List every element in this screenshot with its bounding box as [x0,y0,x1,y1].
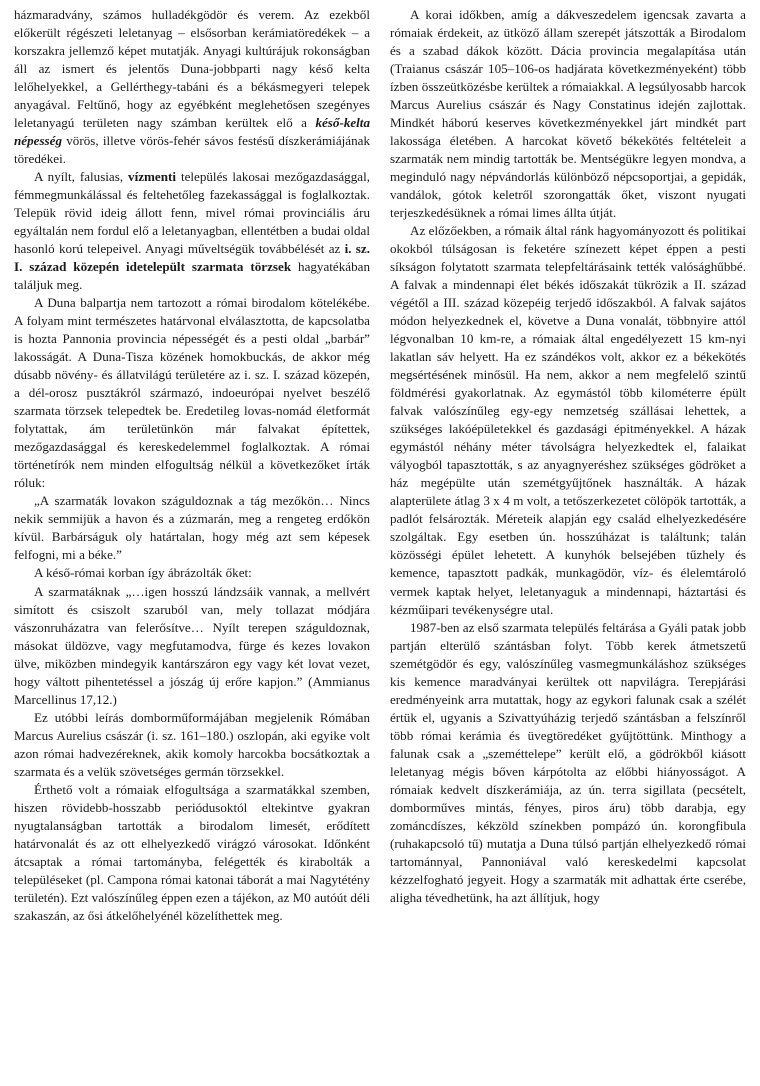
text-run: házmaradvány, számos hulladékgödör és verem. Az ezekből előkerült régészeti leletanyag – elsősorban kerámiatöredékek – a korszakra jellemző képet mutatják. Anyagi kultúrájuk rokonságban áll az ismert és jelentős Duna-jobbparti nagy késő kelta lelőhelyekkel, a Gellérthegy-tabáni és a békásmegyeri telepek anyagával. Feltűnő, hogy az egyébként meglehetősen szegényes leletanyagú területen nagy számban kerültek elő a [14,7,370,131]
quotation-paragraph [14,492,370,564]
text-run: Az előzőekben, a rómaik által ránk hagyományozott és politikai okokból túlságosan is feketére színezett képet éppen a pesti síkságon folytatott szarmata telepfeltárásaink tették valósághűbbé. A falvak a mindennapi élet békés időszakát tükrözik a II. század végétől a III. század közepéig terjedő időszakból. A falvak sajátos módon helyezkednek el, követve a Duna vonalát, többnyire attól légvonalban 10 km-re, a rómaiak által engedélyezett 15 km-nyi lakatlan sáv helyett. Ha ez szándékos volt, akkor ez a békekötés megsértésének minősül. Ha nem, akkor a nem megfelelő szintű földmérési gyakorlatnak. Az egymástól több kilométerre épült falvak valószínűleg egy-egy nemzetség szállásai lehettek, a szükséges lakóépületekkel és gazdasági épitményekkel. A házak egymástól néhány méter távolságra helyezkedtek el, falaikat vályogból tapasztották, s az anyagnyeréshez szükséges gödröket a ház megépülte után szemétgyűjtőnek használták. A házak alapterülete átlag 3 x 4 m volt, a tetőszerkezetet cölöpök tartották, a padlót felsározták. Méreteik alapján egy család elhelyezkedésére szolgáltak. Egy esetben ún. hosszúházat is találtunk; talán közösségi épület lehetett. A kunyhók belsejében tűzhely és kemence, tapasztott padkák, munkagödör, víz- és élelemtároló vermek kaptak helyet, leletanyaguk a mindennapi, háztartási és kézműipari tevékenységre utal. [390,223,746,617]
text-run: vörös, illetve vörös-fehér sávos festésű díszkerámiájának töredékei. [14,133,370,167]
text-run: A szarmatáknak „…igen hosszú lándzsáik vannak, a mellvért simított és csiszolt szaruból van, mely tollazat módjára vászonruházatra van felerősítve… Nyílt terepen száguldoznak, másokat üldözve, vagy megfutamodva, fürge és kezes lovakon ülve, miközben mindegyik kantárszáron egy vagy két lovat vezet, hogy váltott pihentetéssel a jószág új erőre kapjon.” (Ammianus Marcellinus 17,12.) [14,583,370,707]
emphasized-text: vízmenti [128,169,177,185]
text-run: A nyílt, falusias, [34,169,129,185]
paragraph [14,781,370,925]
paragraph [14,6,370,168]
emphasized-text: i. sz. I. század közepén idetelepült szarmata törzsek [14,241,370,275]
paragraph [390,619,746,907]
paragraph [14,294,370,492]
paragraph [14,709,370,781]
text-run: A késő-római korban így ábrázolták őket: [34,565,252,581]
paragraph [14,564,370,582]
text-run: A korai időkben, amíg a dákveszedelem igencsak zavarta a rómaiak érdekeit, az ütköző állam szerepét játszották a Birodalom és a szabad dákok között. Dácia provincia megalapítása után (Traianus császár 105–106-os hadjárata következményeként) több ízben összeütközésbe kerültek a rómaiakkal. A legsúlyosabb harcok Marcus Aurelius császár és Nagy Constatinus idején zajlottak. Mindkét háború keserves következményekkel járt mindkét part lakossága életében. A harcokat követő békekötés feltételeit a szarmaták nem mindig tartották be. Mentségükre legyen mondva, a meginduló nagy népvándorlás különböző népcsoportjai, a gepidák, vandálok, gótok keletről szorongatták őket, viszont nyugati terjeszkedésüknek a római limes állta útját. [390,7,746,221]
paragraph [390,6,746,222]
text-run: A Duna balpartja nem tartozott a római birodalom kötelékébe. A folyam mint természetes határvonal elválasztotta, de kapcsolatba is hozta Pannonia provincia népességét és a pesti oldal „barbár” lakosságát. A Duna-Tisza közének homokbuckás, de akkor még dúsabb növény- és állatvilágú területére az i. sz. I. század közepén, a dél-orosz pusztákról származó, indoeurópai nyelvet beszélő szarmata törzsek telepedtek be. Eredetileg lovas-nomád életformát folytattak, ám területünkön már falvakat építettek, mezőgazdasággal és kereskedelemmel foglalkoztak. A római történetírók nem minden elfogultság nélkül a következőket írták róluk: [14,295,370,491]
text-run: hagyatékában találjuk meg. [14,259,370,293]
paragraph [390,222,746,618]
text-run: település lakosai mezőgazdasággal, fémmegmunkálással és feltehetőleg fazekassággal is foglalkoztak. Telepük rövid ideig állott fenn, mivel római provinciális áru egyáltalán nem fordul elő a leletanyagban, ellentétben a budai oldal hasonló korú telepeivel. Anyagi műveltségük továbbélését az [14,169,370,257]
text-run: Érthető volt a rómaiak elfogultsága a szarmatákkal szemben, hiszen rövidebb-hosszabb periódusoktól eltekintve gyakran nyugtalanságban tartották a birodalom limesét, erődített határvonalát és az ott elhelyezkedő virágzó városokat. Időnként átcsaptak a római tartományba, felégették és kirabolták a településeket (pl. Campona római katonai táborát a mai Nagytétény területén). Ezt valószínűleg éppen ezen a tájékon, az M0 autóút déli szakaszán, az ősi átkelőhelyénél közelíthettek meg. [14,781,370,923]
emphasized-text: késő-kelta népesség [14,115,370,149]
text-run: Ez utóbbi leírás domborműformájában megjelenik Rómában Marcus Aurelius császár (i. sz. 161–180.) oszlopán, aki egyike volt azon római hadvezéreknek, akik komoly harcokba bocsátkoztak a szarmata és a velük szövetséges germán törzsekkel. [14,709,370,779]
paragraph [14,168,370,294]
text-run: 1987-ben az első szarmata település feltárása a Gyáli patak jobb partján elterülő szántásban folyt. Több kerek átmetszetű szemétgödör és egy, valószínűleg vasmegmunkáláshoz szükséges kis kemence maradványai kerültek ott napvilágra. Terepjárási eredményeink arra mutattak, hogy az egykori falunak csak a szélét értük el, ugyanis a Szivattyúházig terjedő szántásban a felszínről több római kerámia és üvegtöredéket gyűjtöttünk. Minthogy a falunak csak a „szeméttelepe” került elő, a gödrökből kiásott leletanyag mégis bőven kárpótolta az előbbi hiányosságot. A rómaiak kedvelt díszkerámiája, az ún. terra sigillata (pecsételt, domborműves mintás, fényes, piros áru) több darabja, egy zománcdíszes, kékzöld színekben pompázó ún. korongfibula (ruhakapcsoló tű) mutatja a Duna túlsó partján elhelyezkedő római tartománnyal, Pannoniával való kereskedelmi kapcsolat kézzelfogható jegyeit. Hogy a szarmaták mit adhattak érte cserébe, aligha tévedhetünk, ha azt állítjuk, hogy [390,619,746,905]
text-run: „A szarmaták lovakon száguldoznak a tág mezőkön… Nincs nekik semmijük a havon és a zúzmarán, meg a rengeteg erdőkön kívül. Barbárságuk oly határtalan, hogy még azt sem képesek felfogni, mi a béke.” [14,493,370,563]
left-text-column [14,6,370,1086]
right-text-column [390,6,746,1086]
quotation-paragraph [14,583,370,709]
